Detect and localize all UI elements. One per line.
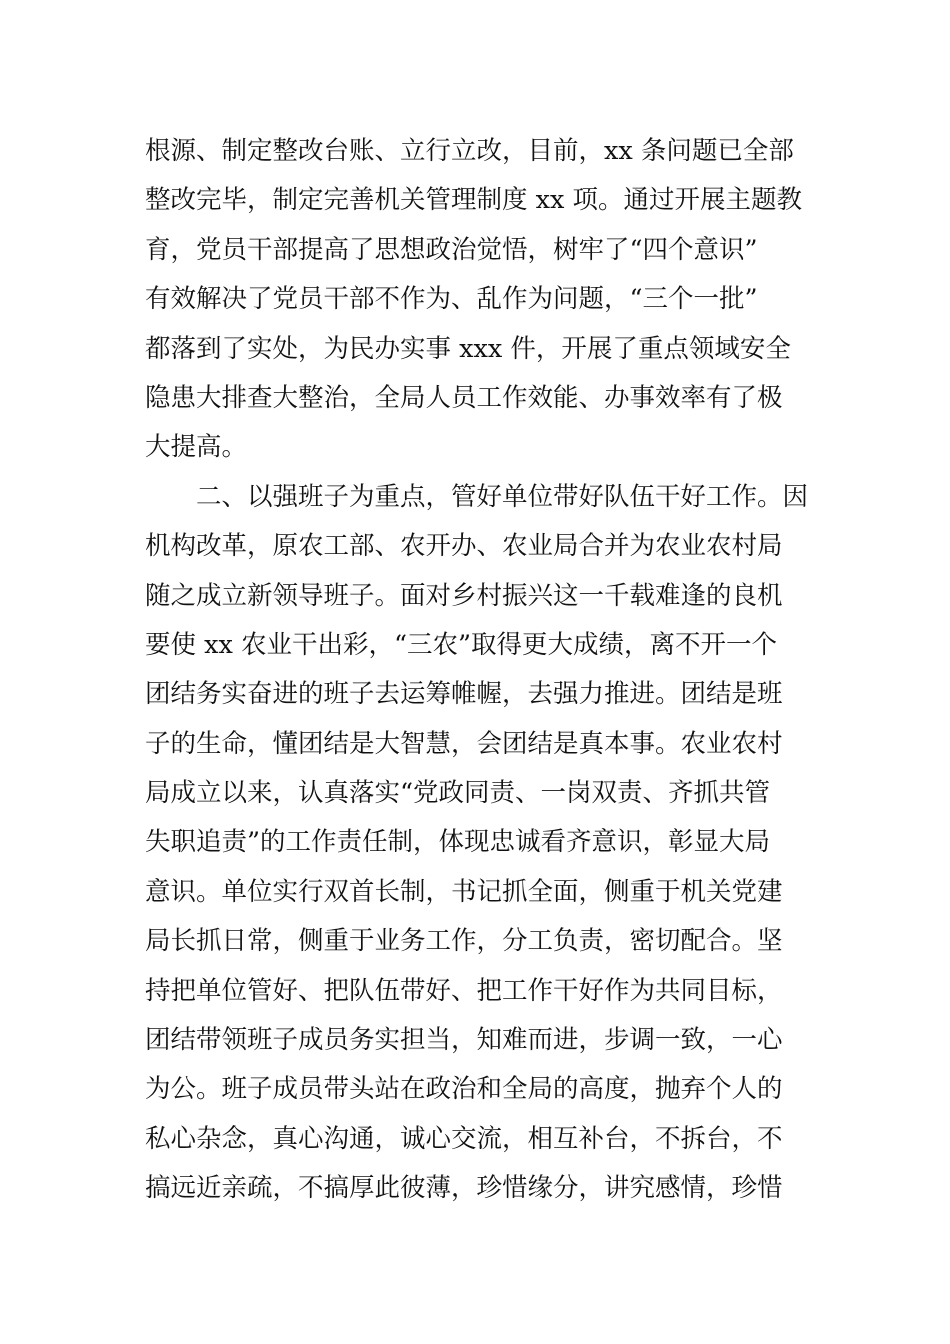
text-line: 持把单位管好、把队伍带好、把工作干好作为共同目标，: [145, 975, 783, 1006]
text-line: 根源、制定整改台账、立行立改，目前，xx 条问题已全部: [145, 136, 794, 166]
text-line: 团结务实奋进的班子去运筹帷幄，去强力推进。团结是班: [145, 679, 783, 710]
text-line: 局长抓日常，侧重于业务工作，分工负责，密切配合。坚: [145, 926, 783, 957]
text-line: 机构改革，原农工部、农开办、农业局合并为农业农村局: [145, 531, 783, 562]
text-line: 大提高。: [145, 432, 248, 463]
text-line: 育，党员干部提高了思想政治觉悟，树牢了“四个意识”: [145, 234, 758, 265]
text-line: 随之成立新领导班子。面对乡村振兴这一千载难逢的良机: [145, 580, 783, 611]
text-line: 为公。班子成员带头站在政治和全局的高度，抛弃个人的: [145, 1074, 783, 1105]
text-line: 整改完毕，制定完善机关管理制度 xx 项。通过开展主题教: [145, 185, 802, 216]
body-text: [145, 127, 815, 1214]
text-line: 意识。单位实行双首长制，书记抓全面，侧重于机关党建: [145, 876, 783, 907]
text-line: 要使 xx 农业干出彩，“三农”取得更大成绩，离不开一个: [145, 629, 778, 660]
text-line: 私心杂念，真心沟通，诚心交流，相互补台，不拆台，不: [145, 1123, 783, 1154]
text-line: 都落到了实处，为民办实事 xxx 件，开展了重点领域安全: [145, 333, 791, 364]
text-line: 有效解决了党员干部不作为、乱作为问题，“三个一批”: [145, 284, 758, 315]
text-line: 隐患大排查大整治，全局人员工作效能、办事效率有了极: [145, 382, 783, 413]
text-line: 二、以强班子为重点，管好单位带好队伍干好工作。因: [145, 481, 809, 512]
text-line: 局成立以来，认真落实“党政同责、一岗双责、齐抓共管: [145, 778, 771, 809]
text-line: 团结带领班子成员务实担当，知难而进，步调一致，一心: [145, 1025, 783, 1056]
text-line: 子的生命，懂团结是大智慧，会团结是真本事。农业农村: [145, 728, 783, 759]
text-line: 搞远近亲疏，不搞厚此彼薄，珍惜缘分，讲究感情，珍惜: [145, 1173, 783, 1204]
text-line: 失职追责”的工作责任制，体现忠诚看齐意识，彰显大局: [145, 827, 771, 858]
